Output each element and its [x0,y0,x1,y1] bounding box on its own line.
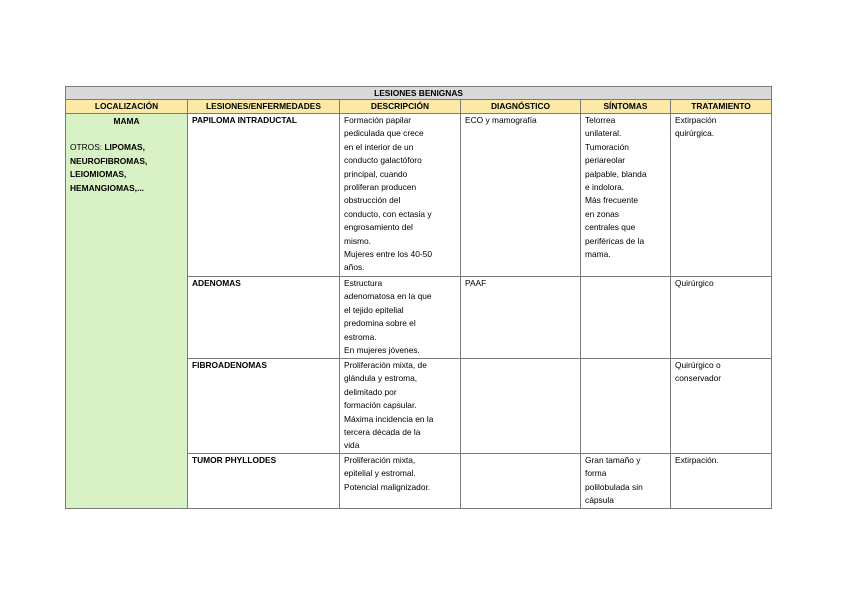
table-title: LESIONES BENIGNAS [66,87,772,100]
header-descripcion: DESCRIPCIÓN [340,100,461,114]
cell-line: Quirúrgico [675,278,714,288]
cell-line: mismo. [344,235,371,246]
cell-line: epitelial y estromal. [344,468,416,479]
table-header-row [66,100,772,114]
diagnostico-cell [461,277,581,359]
header-localizacion: LOCALIZACIÓN [66,100,188,114]
tratamiento-cell [671,454,772,509]
lesion-cell: ADENOMAS [188,277,340,359]
cell-line: Proliferación mixta, de [344,360,427,370]
cell-line: polilobulada sin [585,481,643,492]
lesion-cell: TUMOR PHYLLODES [188,454,340,509]
otros-item: LEIOMIOMAS, [70,169,127,180]
otros-item: LIPOMAS, [104,142,145,153]
cell-line: centrales que [585,222,636,233]
cell-line: mama. [585,249,611,260]
cell-line: estroma. [344,331,377,342]
cell-line: periféricas de la [585,235,645,246]
cell-line: Quirúrgico o [675,360,721,370]
spacer [70,128,183,141]
cell-line: delimitado por [344,386,397,397]
cell-line: años. [344,262,365,273]
cell-line: el tejido epitelial [344,304,404,315]
header-lesiones: LESIONES/ENFERMEDADES [188,100,340,114]
otros-prefix: OTROS: [70,142,105,153]
cell-line: Estructura [344,278,383,288]
sintomas-cell [581,359,671,454]
cell-line: Extirpación [675,115,717,125]
cell-line: glándula y estroma, [344,373,418,384]
descripcion-cell [340,277,461,359]
cell-line: Gran tamaño y [585,455,641,465]
cell-line: conservador [675,373,722,384]
localizacion-cell [66,114,188,509]
header-sintomas: SÍNTOMAS [581,100,671,114]
header-tratamiento: TRATAMIENTO [671,100,772,114]
diagnostico-cell [461,359,581,454]
diagnostico-cell [461,114,581,277]
cell-line: forma [585,468,607,479]
tratamiento-cell [671,114,772,277]
cell-line: Telorrea [585,115,616,125]
cell-line: Extirpación. [675,455,719,465]
cell-line: proliferan producen [344,182,417,193]
otros-item: NEUROFIBROMAS, [70,155,148,166]
cell-line: predomina sobre el [344,318,416,329]
cell-line: unilateral. [585,128,622,139]
otros-line [70,141,183,154]
descripcion-cell [340,454,461,509]
sintomas-cell [581,114,671,277]
cell-line: Mujeres entre los 40-50 [344,249,432,260]
otros-item: HEMANGIOMAS,... [70,182,144,193]
tratamiento-cell [671,277,772,359]
cell-line: formación capsular. [344,400,417,411]
cell-line: Más frecuente [585,195,639,206]
localizacion-title: MAMA [113,116,140,126]
cell-line: Tumoración [585,141,629,152]
diagnostico-cell [461,454,581,509]
tratamiento-cell [671,359,772,454]
lesiones-benignas-table [65,86,772,509]
cell-line: engrosamiento del [344,222,413,233]
sintomas-cell [581,454,671,509]
sintomas-cell [581,277,671,359]
cell-line: Formación papilar [344,115,412,125]
cell-line: cápsula [585,495,614,506]
cell-line: en zonas [585,208,619,219]
table-title-row [66,87,772,100]
cell-line: Máxima incidencia en la [344,413,434,424]
cell-line: pediculada que crece [344,128,424,139]
table-row [66,114,772,277]
cell-line: obstrucción del [344,195,401,206]
header-diagnostico: DIAGNÓSTICO [461,100,581,114]
cell-line: palpable, blanda [585,168,647,179]
cell-line: En mujeres jóvenes. [344,345,420,356]
cell-line: conducto galactóforo [344,155,422,166]
cell-line: tercera década de la [344,427,421,438]
cell-line: adenomatosa en la que [344,291,432,302]
cell-line: PAAF [465,278,487,288]
cell-line: Potencial malignizador. [344,481,431,492]
descripcion-cell [340,359,461,454]
cell-line: en el interior de un [344,141,414,152]
cell-line: quirúrgica. [675,128,715,139]
cell-line: vida [344,440,360,451]
cell-line: periareolar [585,155,626,166]
descripcion-cell [340,114,461,277]
cell-line: ECO y mamografía [465,115,537,125]
lesion-cell: FIBROADENOMAS [188,359,340,454]
cell-line: principal, cuando [344,168,408,179]
cell-line: conducto, con ectasia y [344,208,432,219]
cell-line: Proliferación mixta, [344,455,416,465]
cell-line: e indolora. [585,182,625,193]
lesion-cell: PAPILOMA INTRADUCTAL [188,114,340,277]
